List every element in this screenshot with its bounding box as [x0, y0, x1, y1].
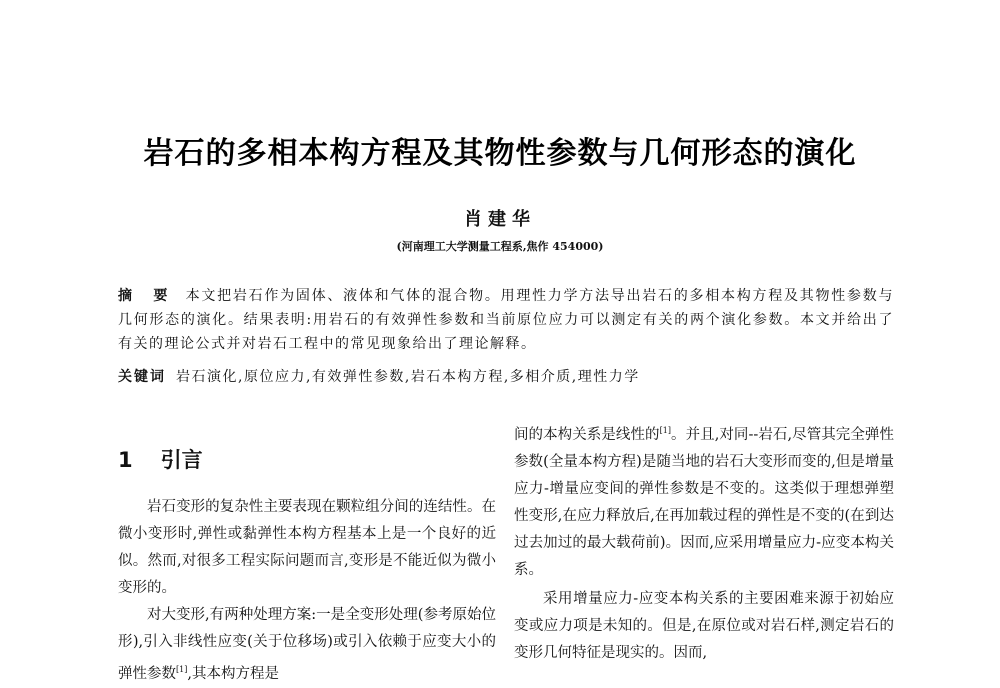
right-column: [514, 417, 894, 667]
paragraph: [514, 417, 894, 584]
paragraph-text: 对大变形,有两种处理方案:一是全变形处理(参考原始位形),引入非线性应变(关于位移场)或引入依赖于应变大小的弹性参数: [118, 607, 496, 682]
keywords-label: 关键词: [118, 369, 166, 385]
paragraph-text: 。并且,对同--岩石,尽管其完全弹性参数(全量本构方程)是随当地的岩石大变形而变的,但是增量应力-增量应变间的弹性参数是不变的。这类似于理想弹塑性变形,在应力释放后,在再加载过程的弹性是不变的(在到达过去加过的最大载荷前)。因而,应采用增量应力-应变本构关系。: [514, 427, 894, 578]
section-heading: [118, 444, 203, 474]
section-title: 引言: [160, 448, 203, 472]
citation-ref: [1]: [659, 426, 671, 435]
paragraph-text: 间的本构关系是线性的: [514, 427, 660, 443]
keywords-text: 岩石演化,原位应力,有效弹性参数,岩石本构方程,多相介质,理性力学: [176, 369, 640, 385]
paper-title: 岩石的多相本构方程及其物性参数与几何形态的演化: [143, 136, 857, 171]
author-affiliation: (河南理工大学测量工程系,焦作 454000): [396, 240, 604, 253]
keywords: [118, 366, 894, 386]
abstract-label: 摘 要: [118, 288, 176, 304]
paragraph: 岩石变形的复杂性主要表现在颗粒组分间的连结性。在微小变形时,弹性或黏弹性本构方程基本上是一个良好的近似。然而,对很多工程实际问题而言,变形是不能近似为微小变形的。: [118, 499, 496, 596]
paragraph: [118, 602, 496, 688]
section-number: 1: [118, 448, 133, 472]
left-column: [118, 494, 496, 688]
paragraph-text: ,其本构方程是: [187, 666, 279, 682]
paragraph: 采用增量应力-应变本构关系的主要困难来源于初始应变或应力项是未知的。但是,在原位或对岩石样,测定岩石的变形几何特征是现实的。因而,: [514, 591, 894, 661]
abstract-text: 本文把岩石作为固体、液体和气体的混合物。用理性力学方法导出岩石的多相本构方程及其物性参数与几何形态的演化。结果表明:用岩石的有效弹性参数和当前原位应力可以测定有关的两个演化参数。本文并给出了有关的理论公式并对岩石工程中的常见现象给出了理论解释。: [118, 288, 895, 352]
author-name: 肖建华: [464, 209, 536, 230]
citation-ref: [1]: [176, 665, 188, 674]
abstract: [118, 284, 894, 356]
